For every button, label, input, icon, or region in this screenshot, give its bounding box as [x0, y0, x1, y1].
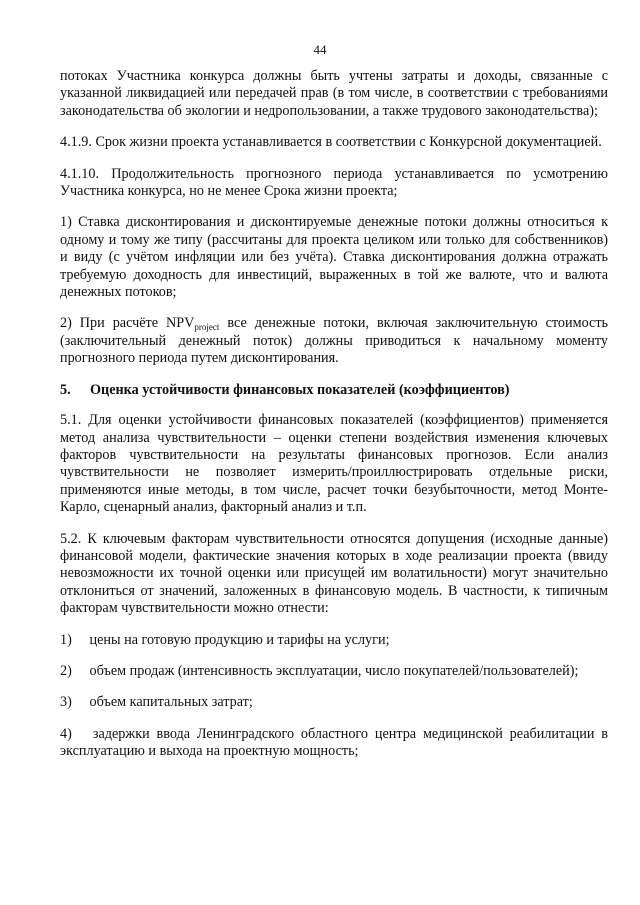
- list-item-number: 2): [60, 662, 72, 679]
- list-item: [60, 726, 608, 761]
- page-number: 44: [313, 42, 327, 57]
- paragraph-5-1: 5.1. Для оценки устойчивости финансовых показателей (коэффициентов) применяется метод анализа чувствительности – оценки степени воздействия изменения ключевых факторов чувствительности на результаты финансовых прогнозов. Если анализ чувствительности не позволяет измерить/проиллюстрировать отдельные риски, применяются иные методы, в том числе, расчет точки безубыточности, метод Монте-Карло, сценарный анализ, факторный анализ и т.п.: [60, 412, 608, 516]
- paragraph-npv: [60, 315, 608, 367]
- section-number: 5.: [60, 381, 71, 398]
- section-title: Оценка устойчивости финансовых показателей (коэффициентов): [90, 381, 510, 398]
- npv-text-end: все денежные потоки, включая заключительную стоимость (заключительный денежный поток) должны приводиться к начальному моменту прогнозного периода путем дисконтирования.: [60, 315, 608, 367]
- paragraph-4-1-9: 4.1.9. Срок жизни проекта устанавливается в соответствии с Конкурсной документацией.: [60, 134, 602, 151]
- list-item-number: 1): [60, 631, 72, 648]
- list-item-number: 4): [60, 725, 72, 742]
- page-content: [60, 68, 608, 775]
- npv-subscript: project: [194, 322, 220, 333]
- list-item-text: объем продаж (интенсивность эксплуатации, число покупателей/пользователей);: [89, 662, 579, 679]
- npv-text-start: 2) При расчёте NPV: [60, 315, 195, 332]
- paragraph-discount-rate: 1) Ставка дисконтирования и дисконтируемые денежные потоки должны относиться к одному и тому же типу (рассчитаны для проекта целиком или только для собственников) и виду (с учётом инфляции или без учёта). Ставка дисконтирования должна отражать требуемую доходность для инвестиций, выраженных в той же валюте, что и валюта денежных потоков;: [60, 214, 608, 301]
- paragraph-4-1-10: 4.1.10. Продолжительность прогнозного периода устанавливается по усмотрению Участника конкурса, но не менее Срока жизни проекта;: [60, 165, 608, 200]
- list-item-text: объем капитальных затрат;: [89, 694, 253, 711]
- list-item: [60, 632, 608, 649]
- list-item-text: задержки ввода Ленинградского областного центра медицинской реабилитации в эксплуатацию и выхода на проектную мощность;: [60, 725, 609, 760]
- section-heading-5: [60, 382, 608, 399]
- paragraph-5-2: 5.2. К ключевым факторам чувствительности относятся допущения (исходные данные) финансовой модели, фактические значения которых в ходе реализации проекта (ввиду невозможности их точной оценки или присущей им волатильности) могут значительно отклониться от значений, заложенных в финансовую модель. В частности, к типичным факторам чувствительности можно отнести:: [60, 530, 608, 617]
- list-item: [60, 663, 608, 680]
- list-item-text: цены на готовую продукцию и тарифы на услуги;: [89, 631, 390, 648]
- list-item-number: 3): [60, 694, 72, 711]
- list-item: [60, 694, 608, 711]
- paragraph-ownership-cashflows: потоках Участника конкурса должны быть учтены затраты и доходы, связанные с указанной ликвидацией или передачей прав (в том числе, в соответствии с требованиями законодательства об экологии и недропользовании, а также трудового законодательства);: [60, 68, 608, 119]
